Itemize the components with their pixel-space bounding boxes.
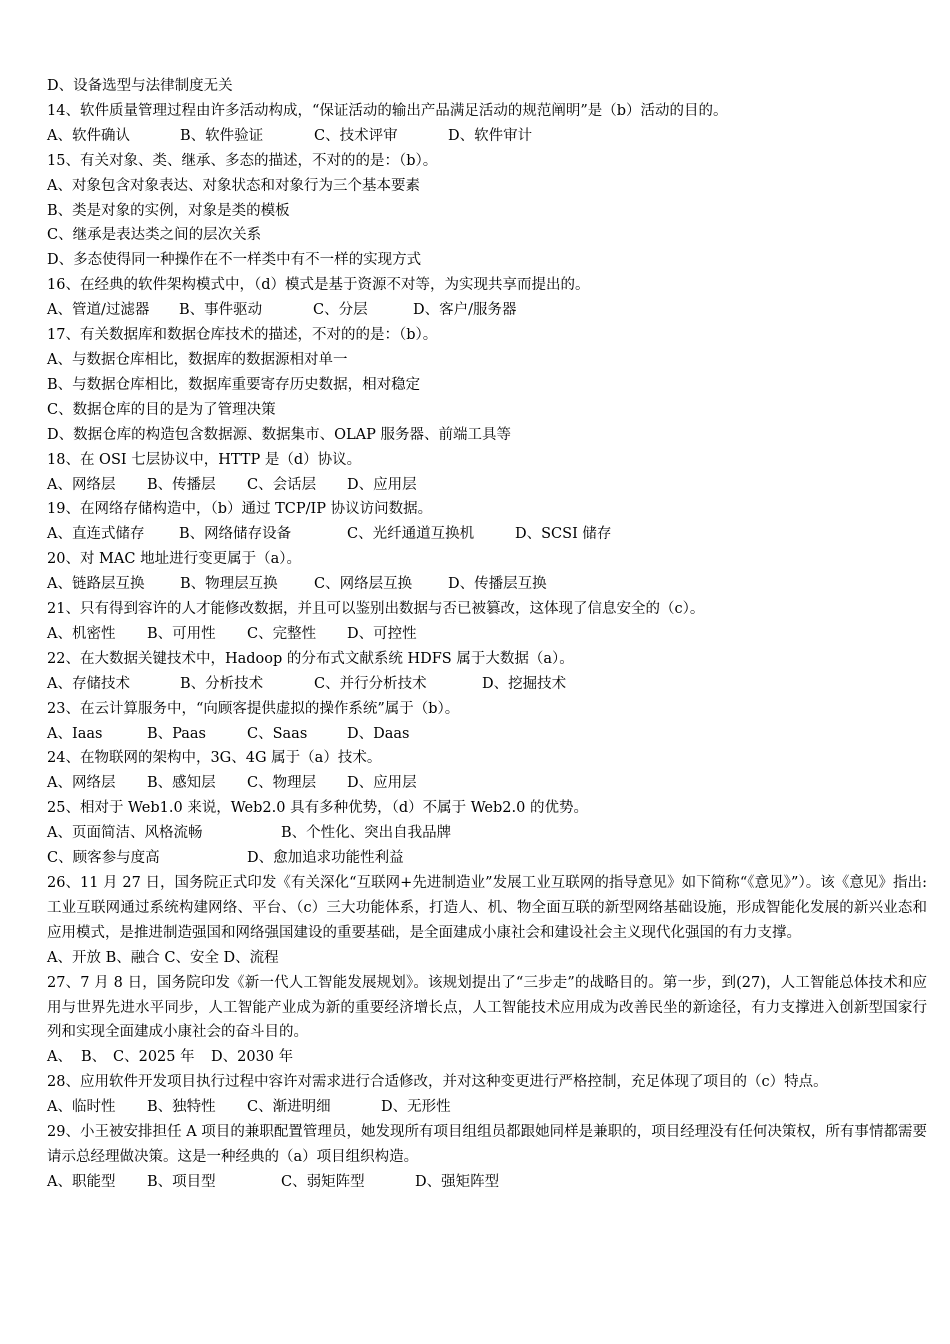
answer-option: B、Paas (147, 725, 206, 742)
text-line: 18、在 OSI 七层协议中，HTTP 是（d）协议。 (47, 451, 362, 468)
answer-options-line (47, 722, 927, 747)
answer-option: D、无形性 (381, 1099, 451, 1116)
text-line: D、数据仓库的构造包含数据源、数据集市、OLAP 服务器、前端工具等 (47, 426, 511, 443)
answer-option: B、传播层 (147, 476, 216, 493)
answer-options-line (47, 298, 927, 323)
answer-option: A、 (47, 1049, 72, 1066)
text-line: 20、对 MAC 地址进行变更属于（a）。 (47, 551, 301, 568)
answer-option: B、网络储存设备 (179, 526, 292, 543)
answer-option: A、直连式储存 (47, 526, 145, 543)
answer-option: C、Saas (247, 725, 308, 742)
answer-option: B、感知层 (147, 775, 216, 792)
text-line: 19、在网络存储构造中，（b）通过 TCP/IP 协议访问数据。 (47, 501, 433, 518)
question-paragraph: 26、11 月 27 日，国务院正式印发《有关深化“互联网+先进制造业”发展工业互联网的指导意见》如下简称“《意见》”）。该《意见》指出:工业互联网通过系统构建网络、平台、（c）三大功能体系，打造人、机、物全面互联的新型网络基础设施，形成智能化发展的新兴业态和应用模式，是推进制造强国和网络强国建设的重要基础，是全面建成小康社会和建设社会主义现代化强国的有力支撑。 (47, 875, 927, 941)
answer-options-line (47, 846, 927, 871)
text-line: 14、软件质量管理过程由许多活动构成，“保证活动的输出产品满足活动的规范阐明”是（b）活动的目的。 (47, 102, 728, 119)
answer-option: B、独特性 (147, 1099, 216, 1116)
answer-option: A、链路层互换 (47, 576, 145, 593)
text-line: B、类是对象的实例，对象是类的模板 (47, 202, 290, 219)
answer-option: B、分析技术 (180, 675, 264, 692)
answer-option: B、 (81, 1049, 107, 1066)
text-line: A、对象包含对象表达、对象状态和对象行为三个基本要素 (47, 177, 420, 194)
text-line: 15、有关对象、类、继承、多态的描述，不对的的是：（b）。 (47, 152, 438, 169)
answer-option: D、传播层互换 (448, 576, 547, 593)
answer-options-line (47, 473, 927, 498)
answer-options-line (47, 771, 927, 796)
answer-option: B、个性化、突出自我品牌 (281, 825, 452, 842)
text-line: B、与数据仓库相比，数据库重要寄存历史数据，相对稳定 (47, 376, 421, 393)
answer-option: C、网络层互换 (314, 576, 413, 593)
answer-option: A、机密性 (47, 625, 116, 642)
answer-options-line (47, 124, 927, 149)
answer-options-line (47, 1045, 927, 1070)
answer-option: C、渐进明细 (247, 1099, 331, 1116)
answer-option: B、事件驱动 (179, 302, 263, 319)
answer-option: D、应用层 (347, 476, 417, 493)
answer-option: B、项目型 (147, 1173, 216, 1190)
answer-option: B、软件验证 (180, 127, 264, 144)
answer-option: D、应用层 (347, 775, 417, 792)
answer-option: A、网络层 (47, 476, 116, 493)
text-line: D、多态使得同一种操作在不一样类中有不一样的实现方式 (47, 252, 422, 269)
document-page (47, 74, 927, 1195)
answer-option: D、SCSI 储存 (515, 526, 612, 543)
text-line: C、数据仓库的目的是为了管理决策 (47, 401, 276, 418)
text-line: 22、在大数据关键技术中，Hadoop 的分布式文献系统 HDFS 属于大数据（a）。 (47, 650, 574, 667)
answer-options-line (47, 1170, 927, 1195)
text-line: 21、只有得到容许的人才能修改数据，并且可以鉴别出数据与否已被篡改，这体现了信息安全的（c）。 (47, 601, 705, 618)
answer-option: A、管道/过滤器 (47, 302, 150, 319)
question-paragraph: 29、小王被安排担任 A 项目的兼职配置管理员，她发现所有项目组组员都跟她同样是兼职的，项目经理没有任何决策权，所有事情都需要请示总经理做决策。这是一种经典的（a）项目组织构造。 (47, 1124, 927, 1165)
answer-option: A、职能型 (47, 1173, 116, 1190)
question-paragraph: 27、7 月 8 日，国务院印发《新一代人工智能发展规划》。该规划提出了“三步走”的战略目的。第一步，到(27)，人工智能总体技术和应用与世界先进水平同步，人工智能产业成为新的重要经济增长点，人工智能技术应用成为改善民坐的新途径，有力支撑进入创新型国家行列和实现全面建成小康社会的奋斗目的。 (47, 974, 927, 1041)
text-line: 23、在云计算服务中，“向顾客提供虚拟的操作系统”属于（b）。 (47, 700, 460, 717)
answer-option: C、弱矩阵型 (281, 1173, 365, 1190)
answer-option: A、存储技术 (47, 675, 130, 692)
answer-option: A、Iaas (47, 725, 103, 742)
text-line: 28、应用软件开发项目执行过程中容许对需求进行合适修改，并对这种变更进行严格控制，充足体现了项目的（c）特点。 (47, 1074, 828, 1091)
answer-option: A、临时性 (47, 1099, 116, 1116)
answer-option: D、挖掘技术 (482, 675, 567, 692)
answer-options-line (47, 572, 927, 597)
answer-option: C、分层 (313, 302, 368, 319)
text-line: 17、有关数据库和数据仓库技术的描述，不对的的是：（b）。 (47, 327, 438, 344)
answer-options-line (47, 522, 927, 547)
answer-option: B、可用性 (147, 625, 216, 642)
text-line: 24、在物联网的架构中，3G、4G 属于（a）技术。 (47, 750, 382, 767)
answer-options-line (47, 1095, 927, 1120)
answer-option: D、可控性 (347, 625, 417, 642)
answer-option: C、会话层 (247, 476, 317, 493)
answer-option: C、完整性 (247, 625, 317, 642)
answer-option: A、软件确认 (47, 127, 130, 144)
answer-option: D、Daas (347, 725, 410, 742)
answer-option: A、页面简洁、风格流畅 (47, 825, 203, 842)
answer-option: C、2025 年 (113, 1049, 195, 1066)
answer-option: C、技术评审 (314, 127, 398, 144)
answer-options-line (47, 821, 927, 846)
answer-option: D、客户/服务器 (413, 302, 517, 319)
text-line: 16、在经典的软件架构模式中，（d）模式是基于资源不对等，为实现共享而提出的。 (47, 277, 590, 294)
answer-option: D、强矩阵型 (415, 1173, 500, 1190)
answer-option: C、物理层 (247, 775, 317, 792)
answer-option: D、愈加追求功能性利益 (247, 850, 404, 867)
text-line: 25、相对于 Web1.0 来说，Web2.0 具有多种优势，（d）不属于 Web2.0 的优势。 (47, 800, 588, 817)
text-line: A、与数据仓库相比，数据库的数据源相对单一 (47, 351, 348, 368)
answer-option: C、顾客参与度高 (47, 850, 160, 867)
text-line: A、开放 B、融合 C、安全 D、流程 (47, 949, 279, 966)
answer-options-line (47, 622, 927, 647)
answer-option: D、2030 年 (211, 1049, 294, 1066)
text-line: D、设备选型与法律制度无关 (47, 78, 233, 94)
answer-option: C、并行分析技术 (314, 675, 427, 692)
answer-option: D、软件审计 (448, 127, 533, 144)
answer-options-line (47, 672, 927, 697)
answer-option: A、网络层 (47, 775, 116, 792)
text-line: C、继承是表达类之间的层次关系 (47, 227, 262, 244)
answer-option: B、物理层互换 (180, 576, 278, 593)
answer-option: C、光纤通道互换机 (347, 526, 475, 543)
